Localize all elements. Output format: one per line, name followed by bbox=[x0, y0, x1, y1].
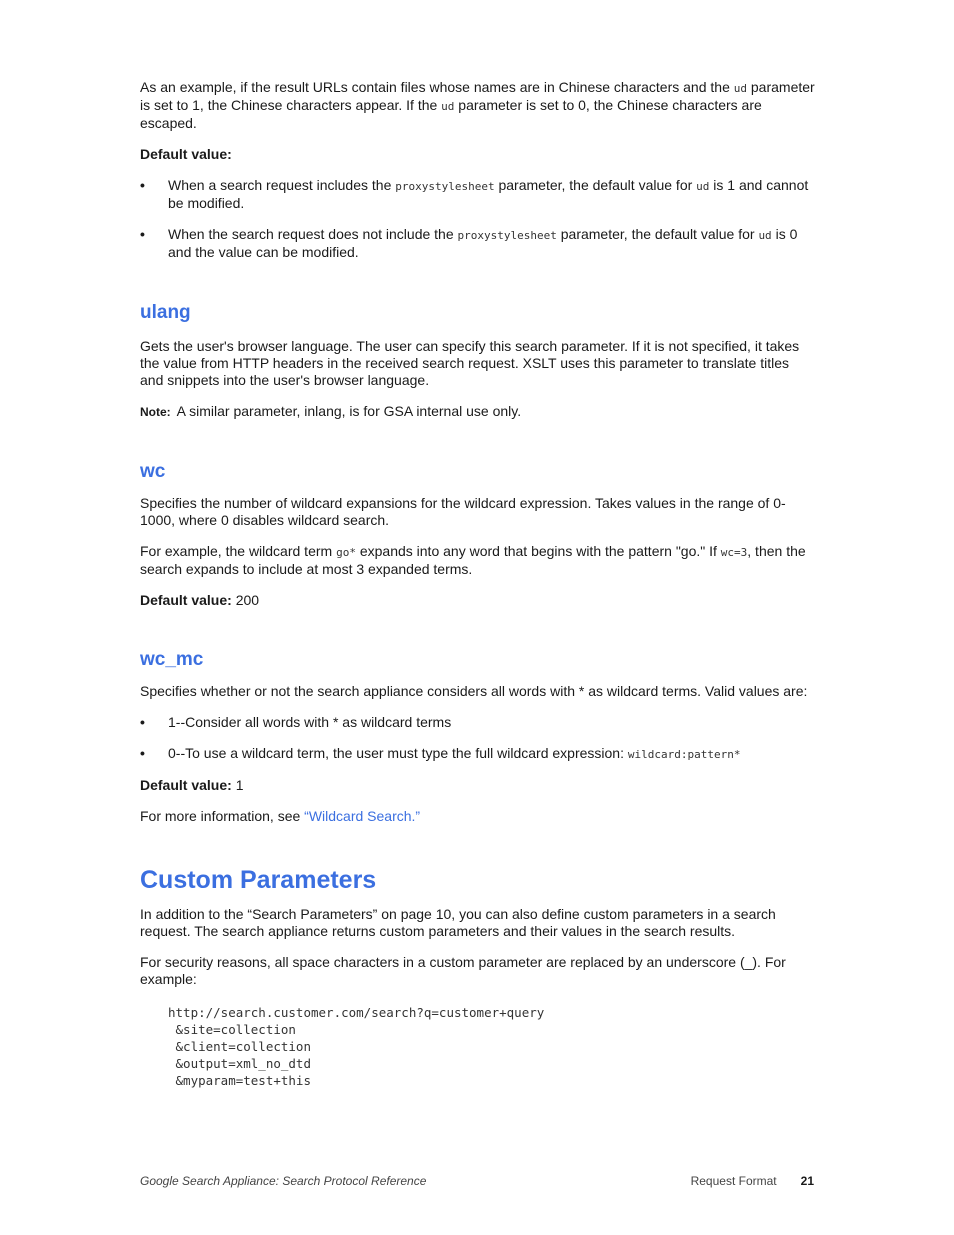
bullet-icon: • bbox=[140, 177, 145, 193]
footer-right bbox=[691, 1173, 814, 1190]
list-item bbox=[140, 177, 816, 212]
bullet-icon: • bbox=[140, 714, 145, 730]
section-heading-wc-mc: wc_mc bbox=[140, 649, 204, 670]
default-value-label: Default value: bbox=[140, 146, 232, 162]
intro-text-2: parameter is set to 1, the Chinese characters appear. If the bbox=[140, 79, 815, 113]
wildcard-search-link[interactable]: “Wildcard Search.” bbox=[304, 808, 421, 824]
code-line: http://search.customer.com/search?q=customer+query bbox=[168, 1005, 545, 1020]
footer-doc-title: Google Search Appliance: Search Protocol Reference bbox=[140, 1174, 427, 1188]
wc-example-text: expands into any word that begins with the pattern "go." If bbox=[355, 543, 721, 559]
wc-example bbox=[140, 543, 816, 578]
code-line: &output=xml_no_dtd bbox=[168, 1056, 311, 1071]
inline-code-wc3: wc=3 bbox=[720, 546, 748, 559]
note-label: Note: bbox=[140, 405, 171, 419]
page-content bbox=[140, 79, 816, 1089]
section-heading-ulang: ulang bbox=[140, 302, 191, 323]
intro-text-1: As an example, if the result URLs contain files whose names are in Chinese characters and the bbox=[140, 79, 734, 95]
section-heading-wc: wc bbox=[140, 461, 166, 482]
list-item bbox=[140, 745, 816, 763]
footer-section: Request Format bbox=[690, 1174, 777, 1188]
bullet-text: is 0 and the value can be modified. bbox=[168, 226, 798, 260]
bullet-text: parameter, the default value for bbox=[494, 177, 697, 193]
bullet-text: is 1 and cannot be modified. bbox=[168, 177, 809, 211]
note-text: A similar parameter, inlang, is for GSA internal use only. bbox=[176, 403, 522, 419]
wc-mc-description: Specifies whether or not the search appliance considers all words with * as wildcard terms. Valid values are: bbox=[140, 683, 808, 699]
list-item bbox=[140, 226, 816, 261]
wc-mc-values-list bbox=[140, 714, 816, 763]
inline-code-ud: ud bbox=[441, 100, 455, 113]
bullet-text: When a search request includes the bbox=[168, 177, 396, 193]
more-info-text: For more information, see bbox=[140, 808, 305, 824]
default-value: 200 bbox=[231, 592, 260, 608]
inline-code-proxystylesheet: proxystylesheet bbox=[457, 229, 557, 242]
wc-example-text: For example, the wildcard term bbox=[140, 543, 337, 559]
inline-code-proxystylesheet: proxystylesheet bbox=[395, 180, 495, 193]
ulang-description: Gets the user's browser language. The user can specify this search parameter. If it is not specified, it takes the value from HTTP headers in the received search request. XSLT uses this parameter to translate titles and snippets into the user's browser language. bbox=[140, 338, 800, 388]
custom-description: In addition to the “Search Parameters” on page 10, you can also define custom parameters in a search request. The search appliance returns custom parameters and their values in the search results. bbox=[140, 906, 776, 939]
code-example bbox=[168, 1004, 816, 1089]
wc-mc-default-value bbox=[140, 777, 816, 794]
bullet-icon: • bbox=[140, 745, 145, 761]
custom-security-note: For security reasons, all space characters in a custom parameter are replaced by an underscore (_). For example: bbox=[140, 954, 786, 987]
default-value: 1 bbox=[231, 777, 244, 793]
intro-paragraph bbox=[140, 79, 816, 132]
default-value-label: Default value: bbox=[140, 777, 232, 793]
inline-code-ud: ud bbox=[696, 180, 710, 193]
code-line: &client=collection bbox=[168, 1039, 311, 1054]
code-line: &myparam=test+this bbox=[168, 1073, 311, 1088]
more-info bbox=[140, 808, 816, 825]
bullet-text: parameter, the default value for bbox=[556, 226, 759, 242]
default-value-label: Default value: bbox=[140, 592, 232, 608]
intro-text-3: parameter is set to 0, the Chinese characters are escaped. bbox=[140, 97, 762, 131]
inline-code-ud: ud bbox=[758, 229, 772, 242]
inline-code-wildcard-pattern: wildcard:pattern* bbox=[627, 748, 741, 761]
inline-code-ud: ud bbox=[733, 82, 747, 95]
wc-example-text: , then the search expands to include at most 3 expanded terms. bbox=[140, 543, 806, 577]
bullet-text: When the search request does not include the bbox=[168, 226, 458, 242]
page-number: 21 bbox=[800, 1174, 814, 1188]
ulang-note bbox=[140, 403, 816, 421]
code-line: &site=collection bbox=[168, 1022, 296, 1037]
wc-default-value bbox=[140, 592, 816, 609]
section-heading-custom-parameters: Custom Parameters bbox=[140, 866, 377, 894]
default-value-list bbox=[140, 177, 816, 261]
inline-code-go-wildcard: go* bbox=[336, 546, 356, 559]
bullet-text: 1--Consider all words with * as wildcard terms bbox=[168, 714, 452, 730]
bullet-text: 0--To use a wildcard term, the user must type the full wildcard expression: bbox=[168, 745, 628, 761]
bullet-icon: • bbox=[140, 226, 145, 242]
wc-description: Specifies the number of wildcard expansions for the wildcard expression. Takes values in the range of 0-1000, where 0 disables wildcard search. bbox=[140, 495, 786, 528]
list-item bbox=[140, 714, 816, 731]
